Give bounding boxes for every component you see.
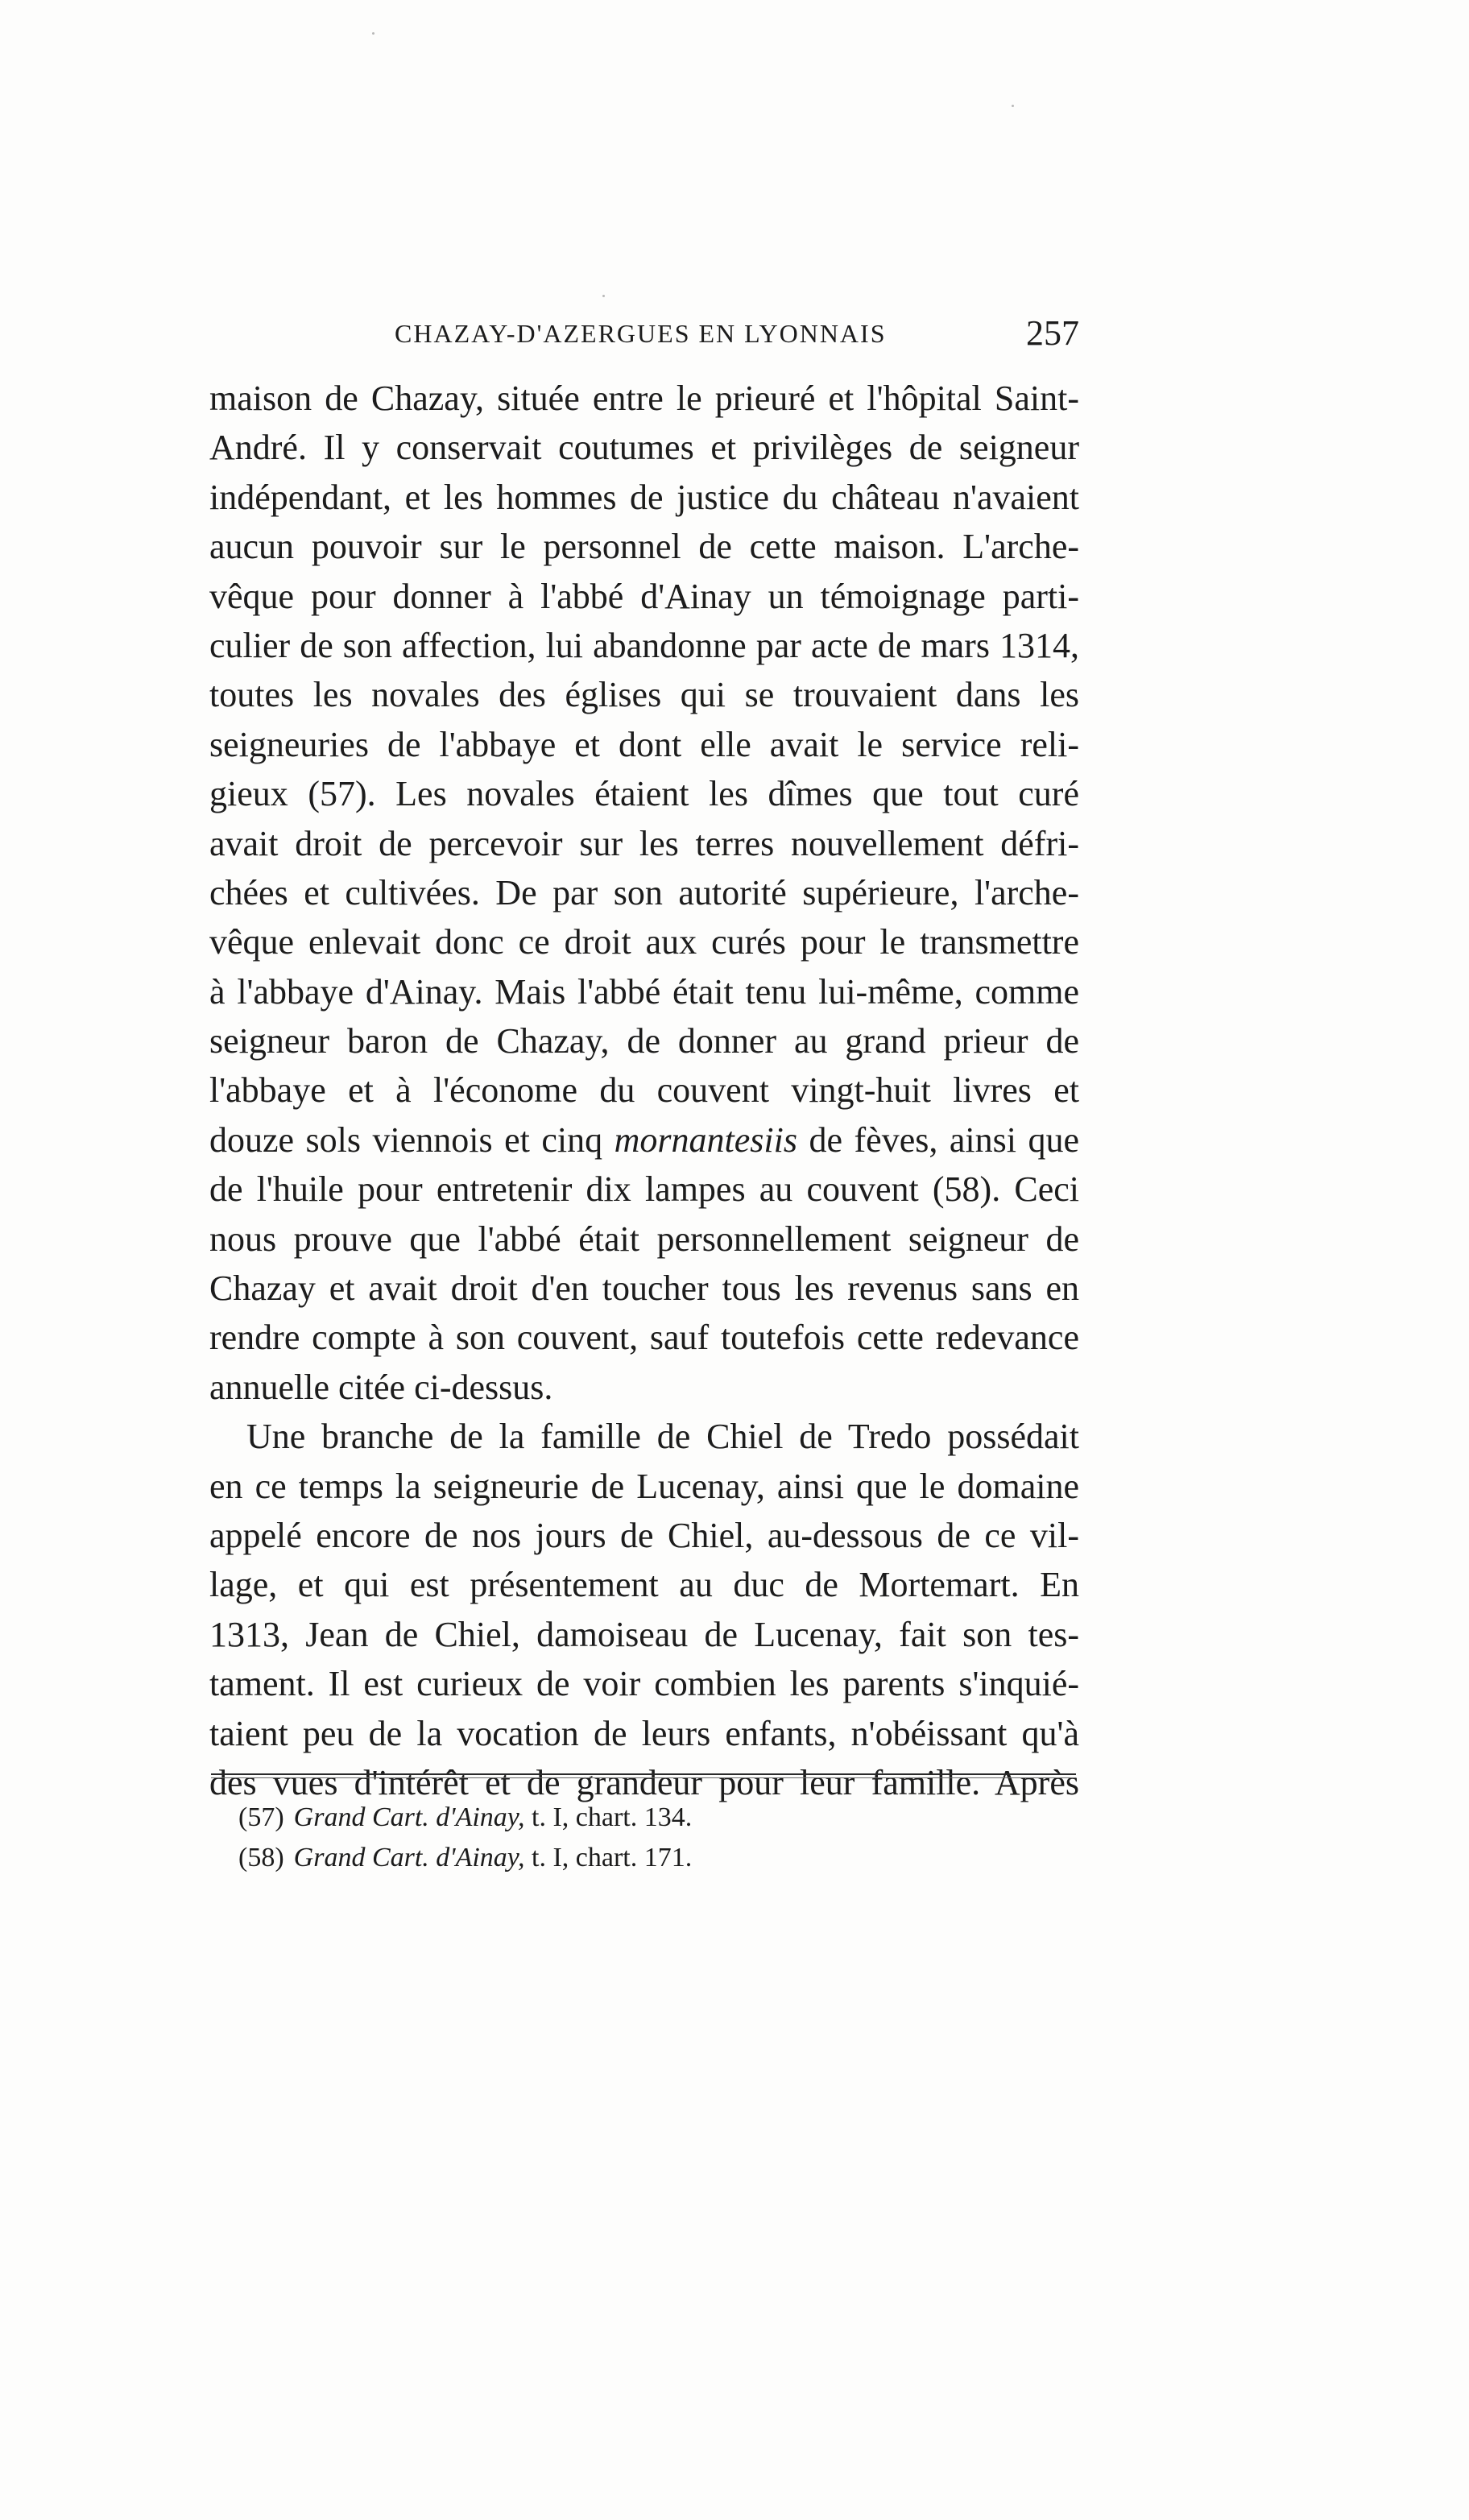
footnote-divider	[211, 1777, 1076, 1778]
text-line: gieux (57). Les novales étaient les dîmes que tout curé	[209, 774, 1079, 814]
text-line: en ce temps la seigneurie de Lucenay, ainsi que le domaine	[209, 1466, 1079, 1506]
text-line: maison de Chazay, située entre le prieuré et l'hôpital Saint-	[209, 379, 1079, 418]
paragraph-first-line: Une branche de la famille de Chiel de Tredo possédait	[246, 1417, 1079, 1457]
text-line: tament. Il est curieux de voir combien les parents s'inquié-	[209, 1664, 1079, 1704]
page-number: 257	[1026, 313, 1079, 353]
text-line-with-italic	[209, 1115, 1079, 1165]
paragraph-end-line: annuelle citée ci-dessus.	[209, 1367, 553, 1407]
body-text	[209, 374, 1079, 1807]
footnote-detail: t. I, chart. 134.	[532, 1802, 693, 1832]
footnote-source: Grand Cart. d'Ainay,	[293, 1802, 525, 1832]
text-line: rendre compte à son couvent, sauf toutefois cette redevance	[209, 1318, 1079, 1358]
text-line: 1313, Jean de Chiel, damoiseau de Lucenay, fait son tes-	[209, 1614, 1079, 1654]
text-line: l'abbaye et à l'économe du couvent vingt-huit livres et	[209, 1070, 1079, 1111]
running-title: CHAZAY-D'AZERGUES EN LYONNAIS	[395, 319, 887, 348]
text-line: vêque pour donner à l'abbé d'Ainay un témoignage parti-	[209, 576, 1079, 616]
text-line: toutes les novales des églises qui se trouvaient dans les	[209, 675, 1079, 715]
text-line: chées et cultivées. De par son autorité supérieure, l'arche-	[209, 872, 1079, 912]
text-line: nous prouve que l'abbé était personnellement seigneur de	[209, 1219, 1079, 1259]
text-line: lage, et qui est présentement au duc de Mortemart. En	[209, 1565, 1079, 1605]
text-line: aucun pouvoir sur le personnel de cette maison. L'arche-	[209, 527, 1079, 567]
footnote-detail: t. I, chart. 171.	[532, 1843, 693, 1872]
running-head	[209, 312, 1079, 361]
text-line: seigneuries de l'abbaye et dont elle avait le service reli-	[209, 724, 1079, 764]
paper-speck	[1012, 105, 1014, 107]
text-line: appelé encore de nos jours de Chiel, au-dessous de ce vil-	[209, 1515, 1079, 1555]
italic-term: mornantesiis	[614, 1119, 797, 1160]
text-line: culier de son affection, lui abandonne par acte de mars 1314,	[209, 625, 1079, 665]
text-line: à l'abbaye d'Ainay. Mais l'abbé était tenu lui-même, comme	[209, 971, 1079, 1012]
footnote	[238, 1838, 1044, 1878]
paper-speck	[602, 295, 605, 297]
footnote-divider	[211, 1773, 1076, 1775]
footnote-number: (57)	[238, 1802, 284, 1832]
text-line: avait droit de percevoir sur les terres nouvellement défri-	[209, 823, 1079, 863]
text-line: Chazay et avait droit d'en toucher tous les revenus sans en	[209, 1268, 1079, 1309]
text-line: seigneur baron de Chazay, de donner au grand prieur de	[209, 1021, 1079, 1061]
text-line: des vues d'intérêt et de grandeur pour leur famille. Après	[209, 1762, 1079, 1802]
footnote-source: Grand Cart. d'Ainay,	[293, 1843, 525, 1872]
footnotes	[238, 1798, 1044, 1878]
text-line: de l'huile pour entretenir dix lampes au couvent (58). Ceci	[209, 1169, 1079, 1210]
text-segment: de fèves, ainsi que	[797, 1119, 1079, 1160]
paper-speck	[372, 32, 374, 35]
footnote	[238, 1798, 1044, 1838]
text-line: taient peu de la vocation de leurs enfants, n'obéissant qu'à	[209, 1713, 1079, 1753]
text-line: vêque enlevait donc ce droit aux curés pour le transmettre	[209, 922, 1079, 962]
text-line: André. Il y conservait coutumes et privilèges de seigneur	[209, 428, 1079, 468]
text-segment: douze sols viennois et cinq	[209, 1119, 614, 1160]
footnote-number: (58)	[238, 1843, 284, 1872]
text-line: indépendant, et les hommes de justice du château n'avaient	[209, 477, 1079, 517]
